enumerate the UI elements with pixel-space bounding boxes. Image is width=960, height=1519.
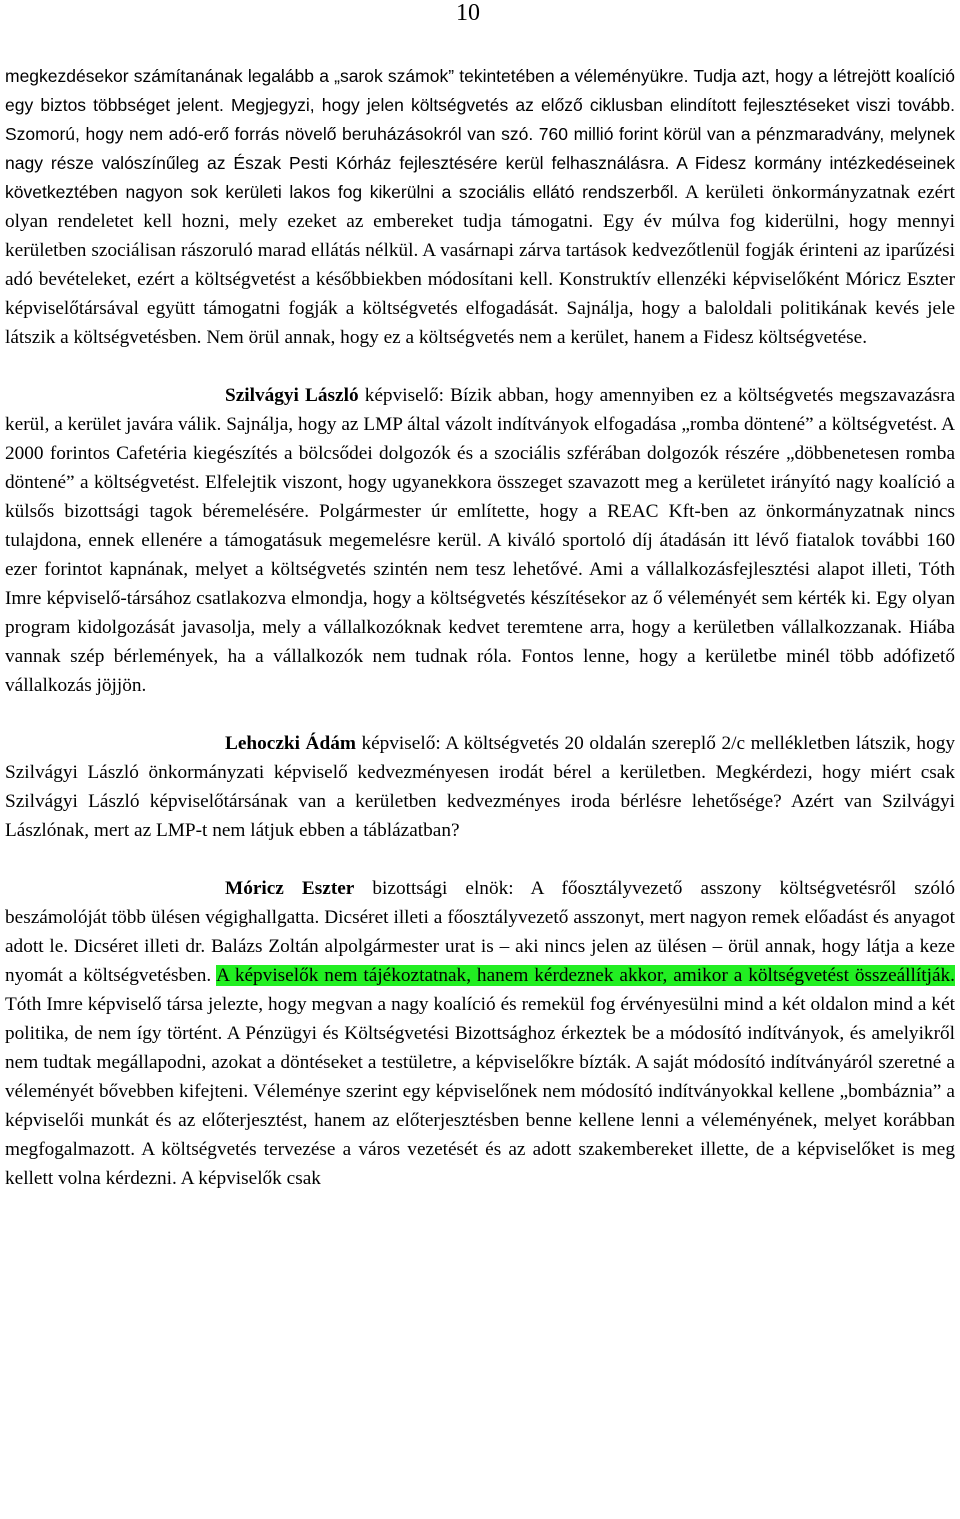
paragraph-1-sans-text: megkezdésekor számítanának legalább a „sarok számok” tekintetében a véleményükre. Tudja azt, hogy a létrejött koalíció egy biztos többséget jelent. Megjegyzi, hogy jelen költségvetés az előző ciklusban elindított fejlesztéseket viszi tovább. Szomorú, hogy nem adó-erő forrás növelő beruházásokról van szó. 760 millió forint körül van a pénzmaradvány, melynek nagy része valószínűleg az Észak Pesti Kórház fejlesztésére kerül felhasználásra. A Fidesz kormány intézkedéseinek következtében nagyon sok kerületi lakos fog kikerülni a szociális ellátó rendszerből. <box>5 66 955 202</box>
speaker-name: Móricz Eszter <box>225 878 355 899</box>
highlighted-text: A képviselők nem tájékoztatnak, hanem kérdeznek akkor, amikor a költségvetést összeállítják. <box>216 965 955 986</box>
paragraph-2 <box>5 381 955 700</box>
speaker-name: Szilvágyi László <box>225 385 359 406</box>
paragraph-4-text-before: bizottsági elnök: A főosztályvezető asszony költségvetésről szóló beszámolóját több ülésen végighallgatta. Dicséret illeti a főosztályvezető asszonyt, mert nagyon remek előadást és anyagot adott le. Dicséret illeti dr. Balázs Zoltán alpolgármester urat is – aki nincs jelen az ülésen – örül annak, hogy látja a keze nyomát a költségvetésben. <box>5 878 955 986</box>
paragraph-3 <box>5 729 955 845</box>
paragraph-1 <box>5 62 955 352</box>
paragraph-4-text-after: Tóth Imre képviselő társa jelezte, hogy megvan a nagy koalíció és remekül fog érvényesülni mind a két oldalon mind a két politika, de nem így történt. A Pénzügyi és Költségvetési Bizottsághoz érkeztek be a módosító indítványok, és amelyikről nem tudtak megállapodni, azokat a döntéseket a testületre, a képviselőkre bízták. A saját módosító indítványáról szeretné a véleményét bővebben kifejteni. Véleménye szerint egy képviselőnek nem módosító indítványokkal kellene „bombáznia” a képviselői munkát és az előterjesztést, hanem az előterjesztésben benne kellene lenni a véleményének, melyet korábban megfogalmazott. A költségvetés tervezése a város vezetését és az adott szakembereket illette, de a képviselőket is meg kellett volna kérdezni. A képviselők csak <box>5 994 955 1189</box>
paragraph-2-text: képviselő: Bízik abban, hogy amennyiben ez a költségvetés megszavazásra kerül, a kerület javára válik. Sajnálja, hogy az LMP által vázolt indítványok elfogadása „romba döntené” a költségvetést. A 2000 forintos Cafetéria kiegészítés a bölcsődei dolgozók és a szociális szférában dolgozók részére „döbbenetesen romba döntené” a költségvetést. Elfelejtik viszont, hogy ugyanekkora összeget szavazott meg a kerületet irányító nagy koalíció a külsős bizottsági tagok béremelésére. Polgármester úr említette, hogy a REAC Kft-ben az önkormányzatnak nincs tulajdona, ennek ellenére a támogatásuk megemelésre kerül. A kiváló sportoló díj átadásán itt lévő fiatalok további 160 ezer forintot kapnának, melyet a költségvetés szintén nem tesz lehetővé. Ami a vállalkozásfejlesztési alapot illeti, Tóth Imre képviselő-társához csatlakozva elmondja, hogy a költségvetés készítésekor az ő véleményét sem kérték ki. Egy olyan program kidolgozását javasolja, mely a vállalkozóknak kedvet teremtene arra, hogy a kerületben vállalkozzanak. Hiába vannak szép bérlemények, ha a vállalkozók nem tudnak róla. Fontos lenne, hogy a kerületbe minél több adófizető vállalkozás jöjjön. <box>5 385 955 696</box>
paragraph-3-text: képviselő: A költségvetés 20 oldalán szereplő 2/c mellékletben látszik, hogy Szilvágyi László önkormányzati képviselő kedvezményesen irodát bérel a kerületben. Megkérdezi, hogy miért csak Szilvágyi László képviselőtársának van a kerületben kedvezményes iroda bérlésre lehetősége? Azért van Szilvágyi Lászlónak, mert az LMP-t nem látjuk ebben a táblázatban? <box>5 733 955 841</box>
page-number: 10 <box>456 0 480 26</box>
paragraph-4 <box>5 874 955 1193</box>
document-body <box>5 62 955 1193</box>
paragraph-1-serif-text: A kerületi önkormányzatnak ezért olyan rendeletet kell hozni, mely ezeket az embereket tudja támogatni. Egy év múlva fog kiderülni, hogy mennyi kerületben szociálisan rászoruló marad ellátás nélkül. A vasárnapi zárva tartások kedvezőtlenül fogják érinteni az iparűzési adó bevételeket, ezért a költségvetést a későbbiekben módosítani kell. Konstruktív ellenzéki képviselőként Móricz Eszter képviselőtársával együtt támogatni fogják a költségvetés elfogadását. Sajnálja, hogy a baloldali politikának kevés jele látszik a költségvetésben. Nem örül annak, hogy ez a költségvetés nem a kerület, hanem a Fidesz költségvetése. <box>5 182 955 348</box>
speaker-name: Lehoczki Ádám <box>225 733 356 754</box>
